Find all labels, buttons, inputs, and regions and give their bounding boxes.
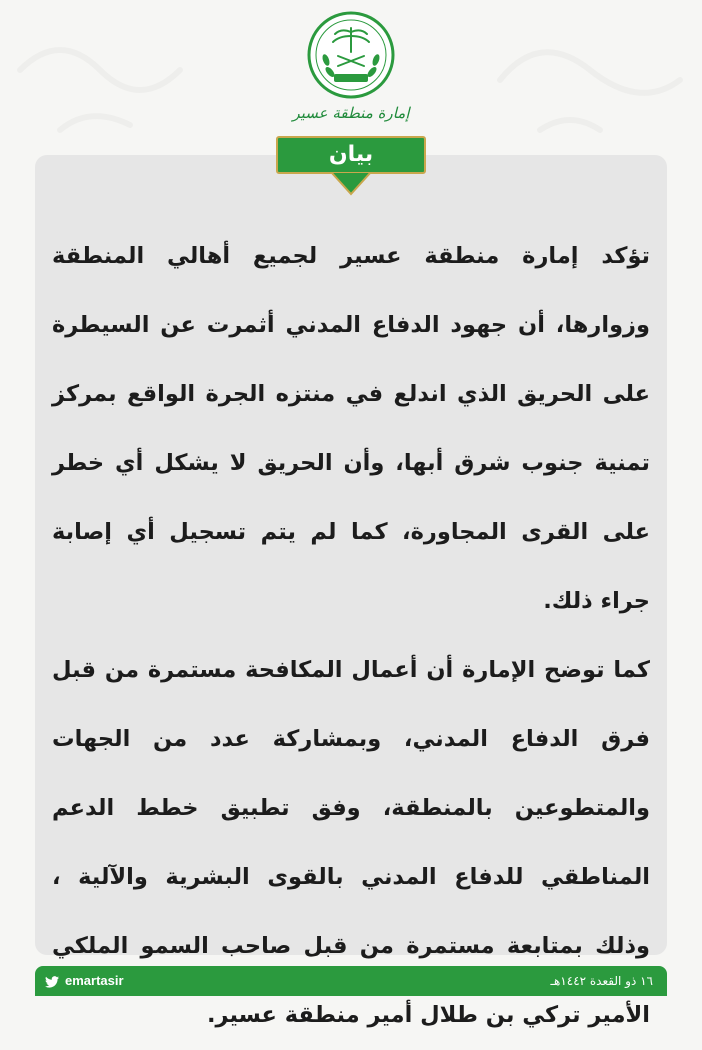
- statement-body: [52, 222, 650, 1050]
- footer-bar: [35, 966, 667, 996]
- statement-date: ١٦ ذو القعدة ١٤٤٢هـ: [550, 974, 653, 988]
- statement-badge: [276, 136, 426, 206]
- twitter-handle[interactable]: [45, 966, 124, 996]
- twitter-icon: [45, 976, 59, 988]
- statement-paragraph-1: تؤكد إمارة منطقة عسير لجميع أهالي المنطقة وزوارها، أن جهود الدفاع المدني أثمرت عن السيطرة على الحريق الذي اندلع في منتزه الجرة الواقع بمركز تمنية جنوب شرق أبها، وأن الحريق لا يشكل أي خطر على القرى المجاورة، كما لم يتم تسجيل أي إصابة جراء ذلك.: [52, 243, 650, 614]
- statement-paragraph-2: كما توضح الإمارة أن أعمال المكافحة مستمرة من قبل فرق الدفاع المدني، وبمشاركة عدد من الجهات والمتطوعين بالمنطقة، وفق تطبيق خطط الدعم المناطقي للدفاع المدني بالقوى البشرية والآلية ، وذلك بمتابعة مستمرة من قبل صاحب السمو الملكي الأمير تركي بن طلال أمير منطقة عسير.: [52, 657, 650, 1028]
- emirate-caption: إمارة منطقة عسير: [292, 104, 410, 122]
- badge-pointer-icon: [276, 172, 426, 202]
- saudi-emblem: [306, 10, 396, 100]
- badge-label: بيان: [276, 136, 426, 174]
- twitter-handle-text: emartasir: [65, 973, 124, 988]
